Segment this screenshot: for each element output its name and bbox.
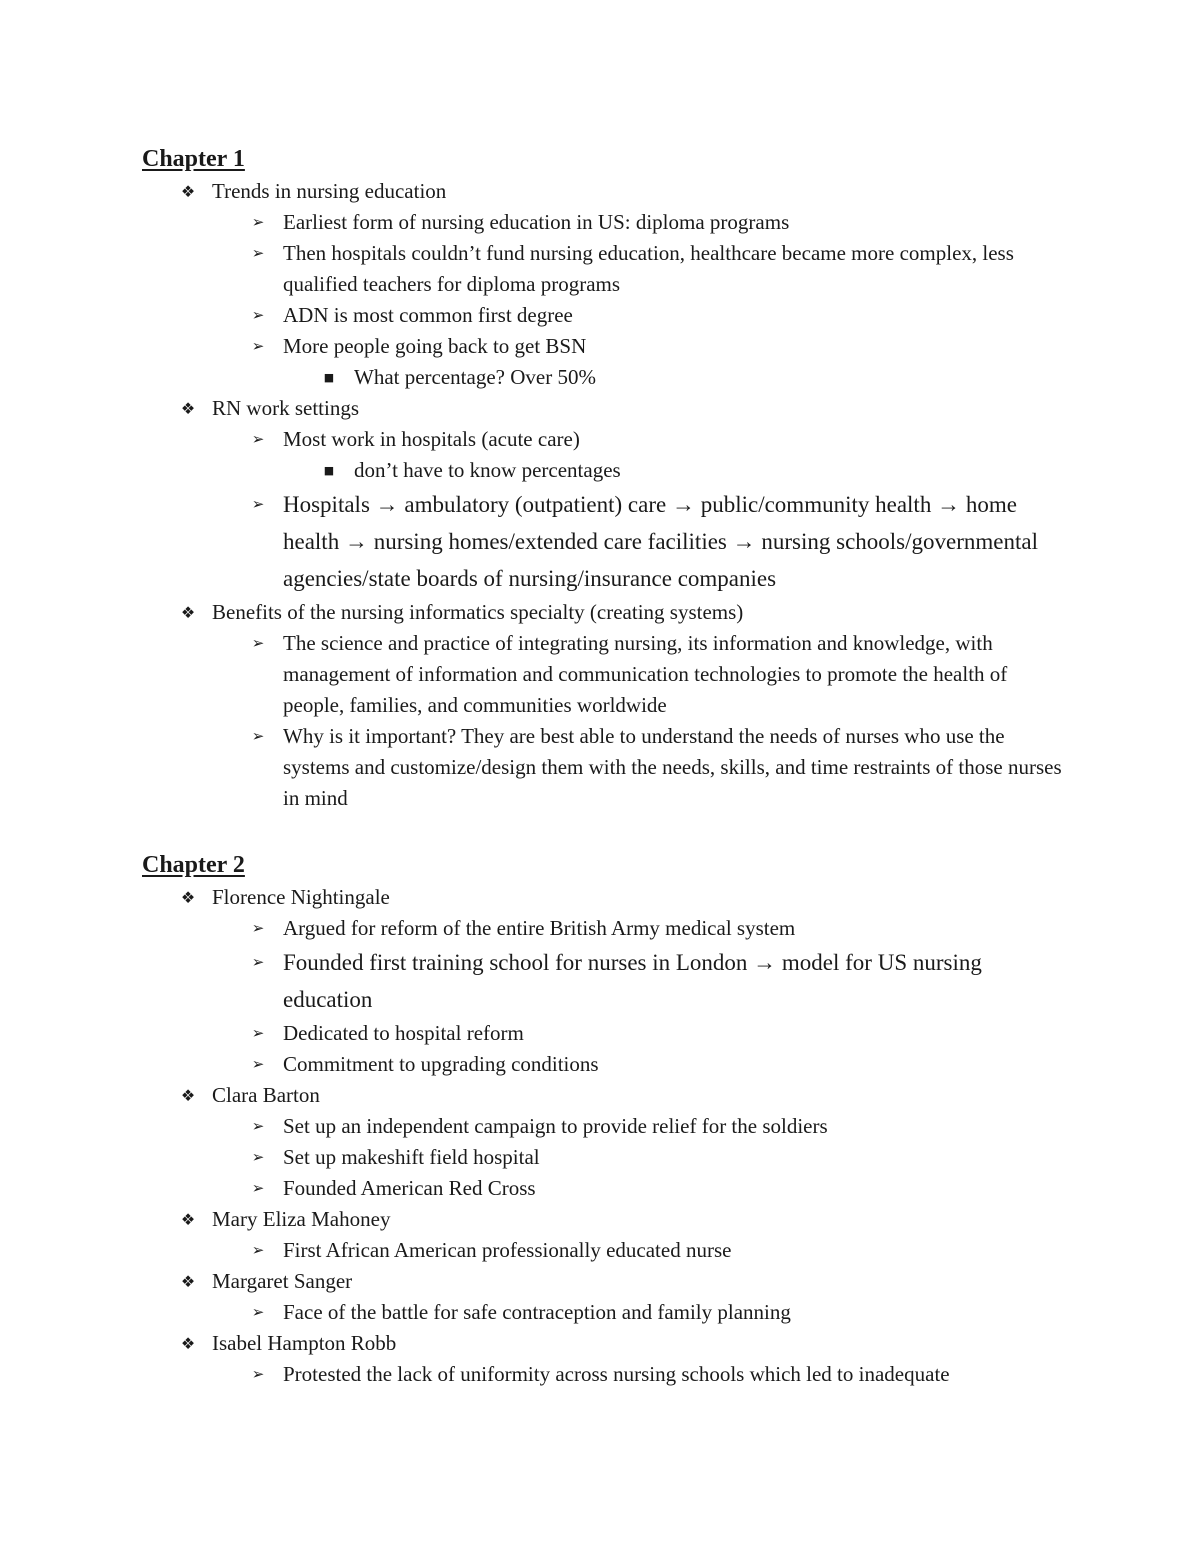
item-text: Earliest form of nursing education in US: diploma programs <box>283 210 790 234</box>
diamond-bullet-icon: ❖ <box>180 888 196 907</box>
arrowhead-bullet-icon: ➢ <box>251 1241 265 1259</box>
list-item <box>212 486 1072 597</box>
item-text: Founded American Red Cross <box>283 1176 536 1200</box>
list-item <box>212 1111 1072 1142</box>
person-name: Isabel Hampton Robb <box>212 1331 397 1355</box>
item-text: Face of the battle for safe contraception and family planning <box>283 1300 791 1324</box>
item-label: Benefits of the nursing informatics specialty (creating systems) <box>212 600 744 624</box>
person-name: Florence Nightingale <box>212 885 390 909</box>
arrowhead-bullet-icon: ➢ <box>251 337 265 355</box>
arrowhead-bullet-icon: ➢ <box>251 1024 265 1042</box>
arrowhead-bullet-icon: ➢ <box>251 244 265 262</box>
list-item <box>212 913 1072 944</box>
person-name: Clara Barton <box>212 1083 320 1107</box>
diamond-bullet-icon: ❖ <box>180 399 196 418</box>
list-item <box>212 1297 1072 1328</box>
diamond-bullet-icon: ❖ <box>180 182 196 201</box>
list-item <box>283 455 1072 486</box>
list-item <box>212 1018 1072 1049</box>
arrowhead-bullet-icon: ➢ <box>251 1117 265 1135</box>
list-item-settings <box>142 393 1072 597</box>
list-item <box>212 628 1072 721</box>
item-text: Commitment to upgrading conditions <box>283 1052 599 1076</box>
item-text: Dedicated to hospital reform <box>283 1021 524 1045</box>
list-item <box>212 300 1072 331</box>
list-item <box>212 1173 1072 1204</box>
item-text: Hospitals → ambulatory (outpatient) care → public/community health → home health → nursing homes/extended care facilities → nursing schools/governmental agencies/state boards of nursing/insurance companies <box>283 492 1038 591</box>
item-text: Most work in hospitals (acute care) <box>283 427 580 451</box>
diamond-bullet-icon: ❖ <box>180 1334 196 1353</box>
list-item-person <box>142 882 1072 1080</box>
list-item <box>212 424 1072 486</box>
item-text: Then hospitals couldn’t fund nursing education, healthcare became more complex, less qualified teachers for diploma programs <box>283 241 1014 296</box>
arrowhead-bullet-icon: ➢ <box>251 727 265 745</box>
list-item <box>212 1049 1072 1080</box>
item-text: More people going back to get BSN <box>283 334 587 358</box>
arrowhead-bullet-icon: ➢ <box>251 1303 265 1321</box>
item-text: What percentage? Over 50% <box>354 365 596 389</box>
item-text: Protested the lack of uniformity across nursing schools which led to inadequate <box>283 1362 950 1386</box>
arrowhead-bullet-icon: ➢ <box>251 430 265 448</box>
square-bullet-icon: ■ <box>323 464 335 477</box>
item-label: RN work settings <box>212 396 359 420</box>
item-text: First African American professionally educated nurse <box>283 1238 732 1262</box>
square-bullet-icon: ■ <box>323 371 335 384</box>
list-item-trends <box>142 176 1072 393</box>
item-text: ADN is most common first degree <box>283 303 573 327</box>
list-item-person <box>142 1266 1072 1328</box>
list-item-person <box>142 1204 1072 1266</box>
person-name: Margaret Sanger <box>212 1269 353 1293</box>
list-item <box>212 1142 1072 1173</box>
list-item <box>212 331 1072 393</box>
list-item <box>212 1359 1072 1390</box>
list-item-person <box>142 1080 1072 1204</box>
list-item <box>212 721 1072 814</box>
arrowhead-bullet-icon: ➢ <box>251 953 265 971</box>
diamond-bullet-icon: ❖ <box>180 1272 196 1291</box>
arrowhead-bullet-icon: ➢ <box>251 1148 265 1166</box>
item-text: don’t have to know percentages <box>354 458 621 482</box>
chapter-1-content <box>142 176 1072 814</box>
diamond-bullet-icon: ❖ <box>180 1086 196 1105</box>
arrowhead-bullet-icon: ➢ <box>251 213 265 231</box>
arrowhead-bullet-icon: ➢ <box>251 1179 265 1197</box>
item-text: Set up makeshift field hospital <box>283 1145 540 1169</box>
item-label: Trends in nursing education <box>212 179 447 203</box>
list-item <box>212 207 1072 238</box>
arrowhead-bullet-icon: ➢ <box>251 634 265 652</box>
list-item <box>283 362 1072 393</box>
arrowhead-bullet-icon: ➢ <box>251 1365 265 1383</box>
item-text: Argued for reform of the entire British Army medical system <box>283 916 796 940</box>
chapter-2-content <box>142 882 1072 1390</box>
list-item-informatics <box>142 597 1072 814</box>
diamond-bullet-icon: ❖ <box>180 603 196 622</box>
arrowhead-bullet-icon: ➢ <box>251 495 265 513</box>
person-name: Mary Eliza Mahoney <box>212 1207 391 1231</box>
item-text: Founded first training school for nurses in London → model for US nursing education <box>283 950 982 1012</box>
list-item <box>212 1235 1072 1266</box>
list-item-person <box>142 1328 1072 1390</box>
list-item <box>212 238 1072 300</box>
item-text: Why is it important? They are best able to understand the needs of nurses who use the systems and customize/design them with the needs, skills, and time restraints of those nurses in mind <box>283 724 1062 810</box>
list-item <box>212 944 1072 1018</box>
arrowhead-bullet-icon: ➢ <box>251 306 265 324</box>
chapter-2-heading: Chapter 2 <box>142 852 245 878</box>
chapter-1-heading: Chapter 1 <box>142 146 245 172</box>
item-text: Set up an independent campaign to provide relief for the soldiers <box>283 1114 828 1138</box>
arrowhead-bullet-icon: ➢ <box>251 1055 265 1073</box>
diamond-bullet-icon: ❖ <box>180 1210 196 1229</box>
item-text: The science and practice of integrating nursing, its information and knowledge, with management of information and communication technologies to promote the health of people, families, and communities worldwide <box>283 631 1008 717</box>
arrowhead-bullet-icon: ➢ <box>251 919 265 937</box>
